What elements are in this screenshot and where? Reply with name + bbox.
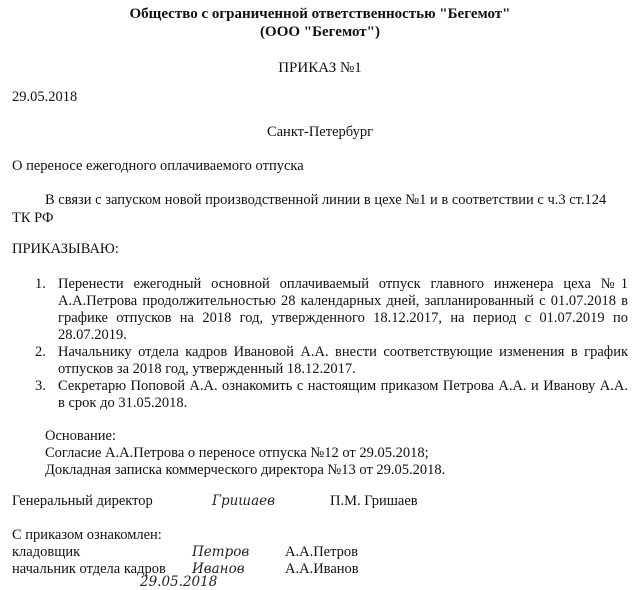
acquainted-row-2-name: А.А.Иванов	[285, 561, 359, 577]
order-subject: О переносе ежегодного оплачиваемого отпуска	[12, 158, 304, 174]
organization-short-name: (ООО "Бегемот")	[260, 24, 380, 40]
acquainted-row-1-position: кладовщик	[12, 544, 81, 560]
acquainted-label: С приказом ознакомлен:	[12, 527, 162, 543]
item-3-line-1: Секретарю Поповой А.А. ознакомить с настоящим приказом Петрова А.А. и Иванову А.А.	[58, 378, 628, 394]
command-word: ПРИКАЗЫВАЮ:	[12, 241, 119, 257]
item-1-line-3: графике отпусков на 2018 год, утвержденного 18.12.2017, на период с 01.07.2019 по	[58, 310, 628, 326]
basis-label: Основание:	[45, 428, 116, 444]
acquainted-row-2-position: начальник отдела кадров	[12, 561, 166, 577]
organization-full-name: Общество с ограниченной ответственностью "Бегемот"	[129, 6, 511, 22]
preamble-line-2: ТК РФ	[12, 210, 54, 226]
acquainted-date: 29.05.2018	[140, 574, 218, 590]
item-2-line-2: отпусков за 2018 год, утвержденный 18.12.2017.	[58, 361, 356, 377]
order-date: 29.05.2018	[12, 89, 78, 105]
director-position: Генеральный директор	[12, 493, 153, 509]
order-city: Санкт-Петербург	[266, 124, 374, 140]
acquainted-row-2-signature: Иванов	[192, 561, 245, 577]
item-1-line-1: Перенести ежегодный основной оплачиваемый отпуск главного инженера цеха №1	[58, 276, 628, 292]
item-1-number: 1.	[35, 276, 46, 292]
basis-line-1: Согласие А.А.Петрова о переносе отпуска №12 от 29.05.2018;	[45, 445, 429, 461]
item-2-line-1: Начальнику отдела кадров Ивановой А.А. внести соответствующие изменения в график	[58, 344, 628, 360]
preamble-line-1: В связи с запуском новой производственной линии в цехе №1 и в соответствии с ч.3 ст.124	[45, 192, 607, 208]
order-title: ПРИКАЗ №1	[278, 60, 362, 76]
basis-line-2: Докладная записка коммерческого директора №13 от 29.05.2018.	[45, 462, 446, 478]
item-3-line-2: в срок до 31.05.2018.	[58, 395, 188, 411]
acquainted-row-1-name: А.А.Петров	[285, 544, 358, 560]
item-1-line-4: 28.07.2019.	[58, 327, 127, 343]
director-signature: Гришаев	[212, 493, 275, 509]
acquainted-row-1-signature: Петров	[192, 544, 250, 560]
item-3-number: 3.	[35, 378, 46, 394]
director-name: П.М. Гришаев	[330, 493, 418, 509]
item-2-number: 2.	[35, 344, 46, 360]
item-1-line-2: А.А.Петрова продолжительностью 28 календарных дней, запланированный с 01.07.2018 в	[58, 293, 628, 309]
